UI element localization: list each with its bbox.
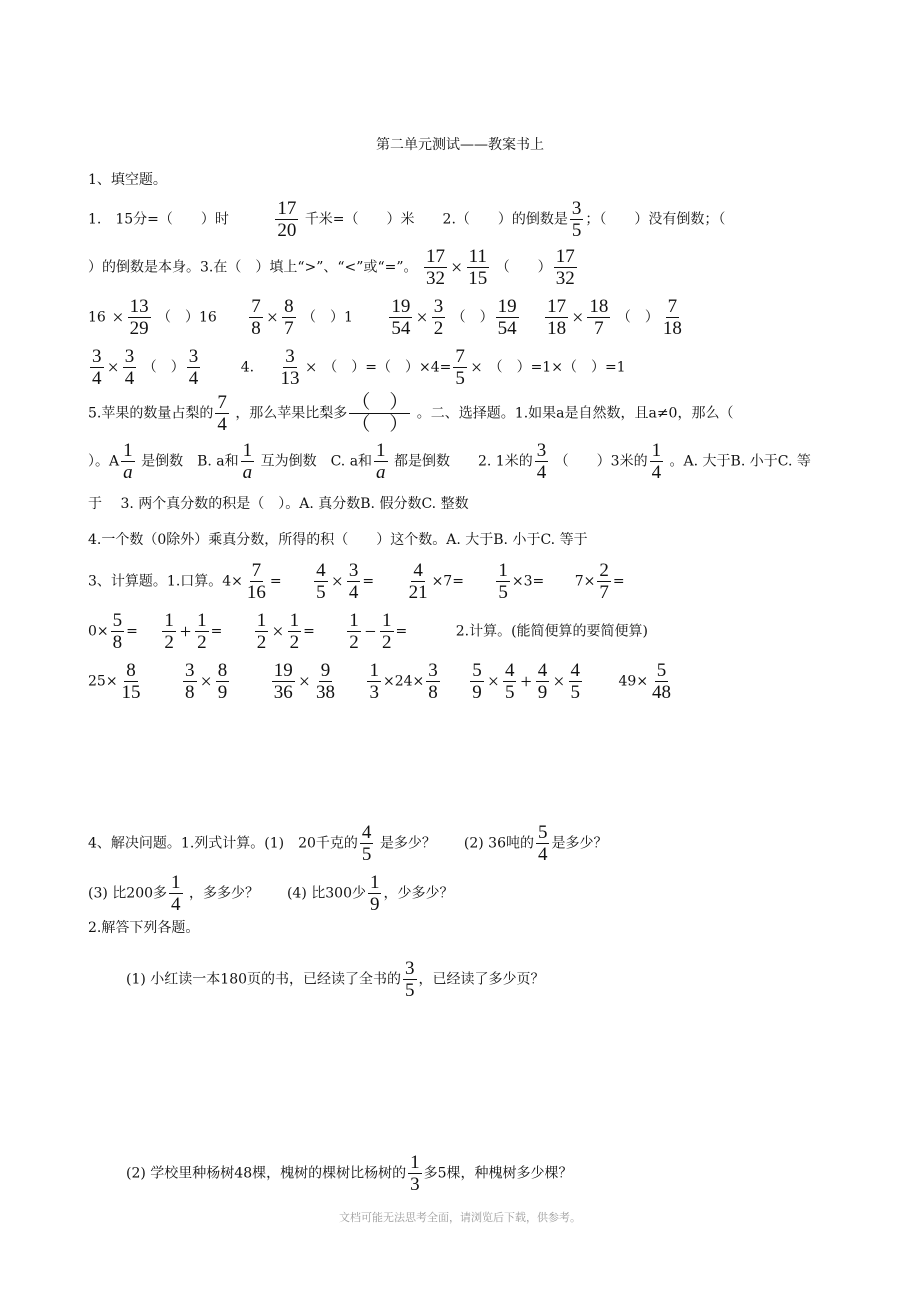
fraction-4-5 [314, 560, 328, 603]
numerator: 4 [316, 560, 326, 581]
numerator: 1 [197, 610, 207, 631]
denominator: 5 [504, 682, 515, 703]
denominator: 7 [594, 318, 604, 339]
fraction-3-4 [347, 560, 361, 603]
s3-line-1: 3、计算题。1.口算。4× $\frac{7}{16}$ = $\frac{4}{5}$ × $\frac{3}{4}$ = $\frac{4}{21}$ ×7= $\frac{1}{5}$ ×3= 7× $\frac{2}{7}$ = [88, 560, 625, 603]
numerator: 3 [405, 958, 415, 979]
s1-line-2: ）的倒数是本身。3.在（ ）填上“>”、“<”或“=”。 $\frac{17}{32}$ × $\frac{11}{15}$ （ ） $\frac{17}{32}$ [88, 246, 575, 289]
denominator: 9 [217, 682, 228, 703]
denominator: 2 [256, 632, 267, 653]
fraction-1-3 [367, 660, 381, 703]
denominator: 16 [246, 582, 266, 603]
denominator: 2 [289, 632, 300, 653]
denominator: 4 [188, 368, 199, 389]
numerator: 1 [382, 610, 392, 631]
denominator: 5 [571, 220, 582, 241]
denominator: 4 [171, 894, 181, 915]
denominator: 5 [570, 682, 581, 703]
denominator: 21 [408, 582, 428, 603]
denominator: 3 [369, 682, 379, 703]
s1-line-3: 16 × $\frac{13}{29}$ （ ）16 $\frac{7}{8}$ × $\frac{8}{7}$ （ ）1 $\frac{19}{54}$ × $\frac{3}{2}$ （ ） $\frac{19}{54}$ $\frac{17}{18}$ × $\frac{18}{7}$ （ ） $\frac{7}{18}$ [88, 296, 682, 339]
denominator: 2 [349, 632, 359, 653]
denominator: 54 [391, 318, 411, 339]
section-1-heading: 1、填空题。 [88, 172, 167, 188]
fraction-1-2 [380, 610, 394, 653]
fraction-7-5 [453, 346, 467, 389]
numerator: 3 [348, 560, 359, 581]
s1-line-1: 1. 15分=（ ）时 $\frac{17}{20}$ 千米=（ ）米 2.（ ）的倒数是 $\frac{3}{5}$ ；（ ）没有倒数；（ [88, 198, 726, 241]
fraction-1-2 [288, 610, 302, 653]
denominator: 15 [468, 268, 488, 289]
denominator: 54 [497, 318, 517, 339]
fraction-7-8 [249, 296, 263, 339]
numerator: 4 [537, 660, 548, 681]
denominator: 38 [316, 682, 336, 703]
denominator: 9 [537, 682, 548, 703]
fraction-5-9 [470, 660, 484, 703]
fraction-3-4 [187, 346, 201, 389]
s4-line-1: 4、解决问题。1.列式计算。(1) 20千克的 $\frac{4}{5}$ 是多少？ (2) 36吨的 $\frac{5}{4}$ 是多少？ [88, 822, 608, 865]
numerator: 7 [455, 346, 465, 367]
fraction-1-4 [169, 872, 183, 915]
page-title: 第二单元测试——教案书上 [376, 137, 544, 153]
numerator: 9 [320, 660, 331, 681]
numerator: 3 [428, 660, 438, 681]
fraction-3-2 [432, 296, 446, 339]
numerator: 19 [497, 296, 517, 317]
denominator: 4 [537, 844, 548, 865]
numerator: 4 [504, 660, 515, 681]
denominator: 15 [121, 682, 141, 703]
numerator: 1 [369, 872, 380, 893]
s4-problem-1: (1) 小红读一本180页的书，已经读了全书的 $\frac{3}{5}$ ，已经读了多少页？ [126, 958, 545, 1001]
s4-line-2: (3) 比200多 $\frac{1}{4}$ ，多多少？ (4) 比300少 $\frac{1}{9}$ ，少多少？ [88, 872, 454, 915]
fraction-1-5 [496, 560, 510, 603]
blank-fraction: $\frac{( )}{( )}$ [351, 392, 409, 435]
fraction-3-5 [403, 958, 417, 1001]
s1-line-8: 4.一个数（0除外）乘真分数，所得的积（ ）这个数。A. 大于B. 小于C. 等于 [88, 532, 588, 548]
footer-note: 文档可能无法思考全面，请浏览后下载，供参考。 [339, 1211, 581, 1224]
numerator: 1 [164, 610, 174, 631]
fraction-8-9 [216, 660, 230, 703]
denominator: a [376, 462, 386, 483]
fraction-1-9 [368, 872, 382, 915]
numerator: 1 [498, 560, 508, 581]
fraction-17-20 [275, 198, 298, 241]
fraction-17-32 [424, 246, 447, 289]
fraction-1-2 [195, 610, 209, 653]
numerator: 5 [112, 610, 123, 631]
fraction-18-7 [587, 296, 610, 339]
numerator: 19 [391, 296, 411, 317]
fraction-5-48 [650, 660, 673, 703]
fraction-3-13 [279, 346, 302, 389]
numerator: 8 [284, 296, 294, 317]
numerator: 1 [123, 440, 133, 461]
fraction-8-7 [282, 296, 296, 339]
denominator: 2 [197, 632, 207, 653]
numerator: 3 [536, 440, 547, 461]
numerator: 17 [425, 246, 445, 267]
s1-line-5: 5.苹果的数量占梨的 $\frac{7}{4}$ ，那么苹果比梨多 $\frac{( )}{( )}$ 。二、选择题。1.如果a是自然数，且a≠0，那么（ [88, 392, 734, 435]
numerator: 7 [251, 296, 261, 317]
fraction-3-8 [426, 660, 440, 703]
numerator: 1 [256, 610, 267, 631]
numerator: 3 [285, 346, 295, 367]
numerator: 1 [171, 872, 181, 893]
denominator: 2 [433, 318, 444, 339]
fraction-7-4 [215, 392, 229, 435]
fraction-1-a [121, 440, 135, 483]
numerator: 7 [251, 560, 262, 581]
fraction-11-15 [466, 246, 489, 289]
denominator: 4 [536, 462, 547, 483]
fraction-9-38 [314, 660, 337, 703]
s1-line-4: $\frac{3}{4}$ × $\frac{3}{4}$ （ ） $\frac{3}{4}$ 4. $\frac{3}{13}$ × （ ）=（ ）×4= $\frac{7}{5}$ × （ ）=1×（ ）=1 [92, 346, 626, 389]
s4-line-3: 2.解答下列各题。 [88, 920, 200, 936]
numerator: 1 [289, 610, 300, 631]
s1-line-7: 于 3. 两个真分数的积是（ ）。A. 真分数B. 假分数C. 整数 [88, 496, 469, 512]
numerator: 18 [589, 296, 609, 317]
fraction-19-54 [389, 296, 412, 339]
denominator: 13 [280, 368, 300, 389]
denominator: 29 [129, 318, 149, 339]
numerator: 5 [656, 660, 667, 681]
fraction-4-21 [407, 560, 430, 603]
denominator: 36 [273, 682, 293, 703]
numerator: 17 [547, 296, 567, 317]
fraction-7-18 [661, 296, 684, 339]
denominator: 32 [555, 268, 575, 289]
numerator: 5 [537, 822, 548, 843]
numerator: 5 [472, 660, 482, 681]
fraction-1-2 [255, 610, 269, 653]
denominator: 4 [92, 368, 102, 389]
fraction-3-4 [90, 346, 104, 389]
fraction-1-a [241, 440, 255, 483]
numerator: 4 [570, 660, 581, 681]
numerator: 1 [410, 1152, 420, 1173]
numerator: 13 [129, 296, 149, 317]
denominator: 5 [455, 368, 465, 389]
numerator: 11 [468, 246, 487, 267]
denominator: 7 [284, 318, 294, 339]
denominator: 4 [124, 368, 135, 389]
fraction-3-4 [123, 346, 137, 389]
s4-problem-2: (2) 学校里种杨树48棵，槐树的棵树比杨树的 $\frac{1}{3}$ 多5棵，种槐树多少棵？ [126, 1152, 573, 1195]
s1-line-6: ）。A $\frac{1}{a}$ 是倒数 B. a和 $\frac{1}{a}$ 互为倒数 C. a和 $\frac{1}{a}$ 都是倒数 2. 1米的 $\frac{3}{4}$ （ ）3米的 $\frac{1}{4}$ 。A. 大于B. 小于C. 等 [88, 440, 811, 483]
denominator: 20 [277, 220, 297, 241]
fraction-5-4 [536, 822, 550, 865]
denominator: 7 [599, 582, 609, 603]
numerator: 3 [571, 198, 582, 219]
numerator: 17 [277, 198, 297, 219]
fraction-5-8 [111, 610, 125, 653]
denominator: 2 [382, 632, 392, 653]
denominator: 18 [662, 318, 682, 339]
denominator: a [123, 462, 133, 483]
numerator: 19 [273, 660, 293, 681]
fraction-4-5 [503, 660, 517, 703]
denominator: 9 [472, 682, 482, 703]
denominator: a [242, 462, 253, 483]
numerator: 7 [217, 392, 227, 413]
denominator: 3 [410, 1174, 420, 1195]
fraction-2-7 [597, 560, 611, 603]
numerator: 3 [188, 346, 199, 367]
s3-line-3: 25× $\frac{8}{15}$ $\frac{3}{8}$ × $\frac{8}{9}$ $\frac{19}{36}$ × $\frac{9}{38}$ $\frac{1}{3}$ ×24× $\frac{3}{8}$ $\frac{5}{9}$ × $\frac{4}{5}$ + $\frac{4}{9}$ × $\frac{4}{5}$ 49× $\frac{5}{48}$ [88, 660, 672, 703]
denominator: 32 [425, 268, 445, 289]
numerator: 1 [376, 440, 386, 461]
numerator: 3 [185, 660, 195, 681]
numerator: 8 [217, 660, 228, 681]
numerator: 2 [599, 560, 609, 581]
denominator: 18 [547, 318, 567, 339]
numerator: 7 [667, 296, 678, 317]
fraction-19-54 [496, 296, 519, 339]
fraction-4-9 [536, 660, 550, 703]
denominator: 8 [428, 682, 438, 703]
denominator: 4 [651, 462, 662, 483]
denominator: 48 [652, 682, 672, 703]
denominator: 8 [185, 682, 195, 703]
numerator: 4 [413, 560, 423, 581]
denominator: 4 [217, 414, 227, 435]
fraction-7-16 [245, 560, 268, 603]
fraction-13-29 [128, 296, 151, 339]
denominator: 4 [348, 582, 359, 603]
fraction-1-2 [347, 610, 361, 653]
denominator: 2 [164, 632, 174, 653]
numerator: 1 [242, 440, 253, 461]
fraction-3-8 [183, 660, 197, 703]
numerator: 1 [369, 660, 379, 681]
fraction-8-15 [120, 660, 143, 703]
fraction-19-36 [272, 660, 295, 703]
denominator: 8 [112, 632, 123, 653]
denominator: 5 [498, 582, 508, 603]
numerator: 8 [126, 660, 136, 681]
fraction-3-5 [570, 198, 584, 241]
fraction-1-3 [408, 1152, 422, 1195]
numerator: 3 [92, 346, 102, 367]
fraction-1-4 [650, 440, 664, 483]
denominator: 5 [361, 844, 372, 865]
numerator: 17 [555, 246, 575, 267]
denominator: 5 [405, 980, 415, 1001]
fraction-4-5 [569, 660, 583, 703]
numerator: 3 [124, 346, 135, 367]
denominator: 5 [316, 582, 326, 603]
fraction-3-4 [535, 440, 549, 483]
denominator: 9 [369, 894, 380, 915]
fraction-17-18 [545, 296, 568, 339]
fraction-1-a [374, 440, 388, 483]
s3-line-2: 0× $\frac{5}{8}$ = $\frac{1}{2}$ + $\frac{1}{2}$ = $\frac{1}{2}$ × $\frac{1}{2}$ = $\frac{1}{2}$ − $\frac{1}{2}$ = 2.计算。(能简便算的要简便算) [88, 610, 649, 653]
fraction-4-5 [360, 822, 374, 865]
fraction-1-2 [162, 610, 176, 653]
numerator: 4 [361, 822, 372, 843]
numerator: 3 [433, 296, 444, 317]
numerator: 1 [349, 610, 359, 631]
fraction-17-32 [554, 246, 577, 289]
numerator: 1 [651, 440, 662, 461]
denominator: 8 [251, 318, 261, 339]
